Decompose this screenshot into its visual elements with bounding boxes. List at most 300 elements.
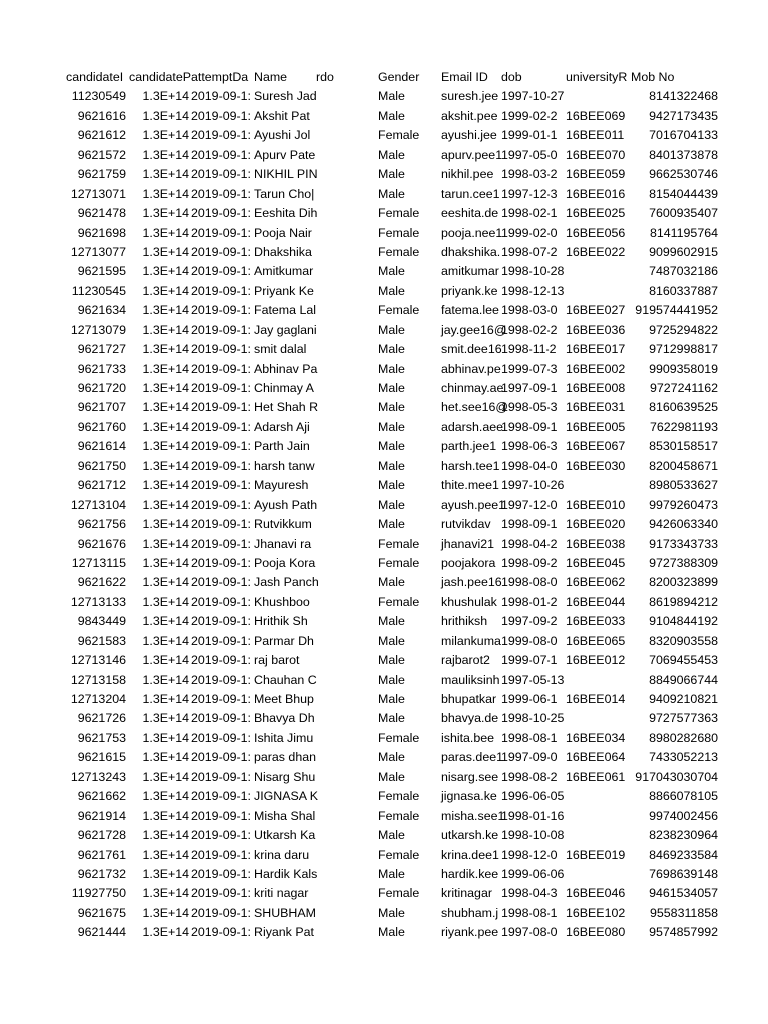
table-cell[interactable]: 8469233584 bbox=[649, 847, 718, 862]
table-cell[interactable]: 1.3E+14 bbox=[142, 886, 189, 901]
table-cell[interactable]: 9621726 bbox=[77, 711, 126, 726]
table-cell[interactable]: thite.mee1 bbox=[441, 478, 499, 493]
table-cell[interactable]: adarsh.aee bbox=[441, 419, 504, 434]
table-cell[interactable]: 1.3E+14 bbox=[142, 828, 189, 843]
table-cell[interactable]: paras.dee1 bbox=[441, 750, 504, 765]
table-cell[interactable]: 16BEE080 bbox=[566, 925, 626, 940]
table-cell[interactable]: 2019-09-1: bbox=[191, 692, 251, 706]
table-cell[interactable]: Male bbox=[378, 828, 405, 843]
table-cell[interactable]: krina daru bbox=[254, 847, 310, 862]
table-cell[interactable]: 9621444 bbox=[77, 925, 126, 940]
table-cell[interactable]: 9621478 bbox=[77, 206, 126, 221]
table-cell[interactable]: 1.3E+14 bbox=[142, 264, 189, 279]
table-cell[interactable]: 9621676 bbox=[77, 536, 126, 551]
table-cell[interactable]: 8160337887 bbox=[649, 283, 718, 298]
table-cell[interactable]: eeshita.de bbox=[441, 206, 499, 221]
table-cell[interactable]: 16BEE046 bbox=[566, 886, 626, 901]
header-cell[interactable]: attemptDa bbox=[191, 70, 249, 84]
table-cell[interactable]: 9621759 bbox=[77, 167, 126, 182]
table-cell[interactable]: 9621761 bbox=[77, 847, 126, 862]
table-cell[interactable]: 1.3E+14 bbox=[142, 536, 189, 551]
table-cell[interactable]: 1997-08-0 bbox=[501, 925, 558, 940]
table-cell[interactable]: 1.3E+14 bbox=[142, 633, 189, 648]
table-cell[interactable]: tarun.cee1 bbox=[441, 186, 500, 201]
table-cell[interactable]: Jay gaglani bbox=[254, 322, 317, 337]
table-cell[interactable]: Male bbox=[378, 167, 405, 182]
table-cell[interactable]: 2019-09-1: bbox=[191, 866, 251, 881]
table-cell[interactable]: 16BEE011 bbox=[566, 128, 625, 143]
table-cell[interactable]: Khushboo bbox=[254, 594, 310, 609]
table-cell[interactable]: Male bbox=[378, 458, 405, 473]
table-cell[interactable]: Male bbox=[378, 419, 405, 434]
table-cell[interactable]: 1.3E+14 bbox=[142, 322, 189, 337]
table-cell[interactable]: 9621634 bbox=[77, 303, 126, 318]
table-cell[interactable]: Male bbox=[378, 89, 405, 104]
table-cell[interactable]: Bhavya Dh bbox=[254, 711, 315, 726]
table-cell[interactable]: 8866078105 bbox=[649, 789, 718, 804]
table-cell[interactable]: 9621583 bbox=[77, 633, 126, 648]
table-cell[interactable]: 1.3E+14 bbox=[142, 497, 189, 512]
table-cell[interactable]: 8238230964 bbox=[649, 828, 718, 843]
table-cell[interactable]: Pooja Kora bbox=[254, 555, 316, 570]
table-cell[interactable]: 8619894212 bbox=[649, 594, 718, 609]
table-cell[interactable]: jhanavi21 bbox=[441, 536, 495, 551]
table-cell[interactable]: 9621720 bbox=[77, 381, 126, 395]
table-cell[interactable]: 2019-09-1: bbox=[191, 128, 251, 143]
table-cell[interactable]: Female bbox=[378, 128, 420, 143]
table-cell[interactable]: 16BEE005 bbox=[566, 419, 626, 434]
table-cell[interactable]: Male bbox=[378, 439, 405, 454]
table-cell[interactable]: 16BEE031 bbox=[566, 400, 626, 415]
table-cell[interactable]: 2019-09-1: bbox=[191, 575, 251, 590]
table-cell[interactable]: 9574857992 bbox=[649, 925, 718, 940]
table-cell[interactable]: Jhanavi ra bbox=[254, 536, 312, 551]
header-cell[interactable]: universityR bbox=[566, 70, 628, 84]
table-cell[interactable]: 2019-09-1: bbox=[191, 283, 251, 298]
table-cell[interactable]: 9621728 bbox=[77, 828, 126, 843]
table-cell[interactable]: 1997-10-26 bbox=[501, 478, 565, 493]
table-cell[interactable]: 1998-12-0 bbox=[501, 847, 558, 862]
table-cell[interactable]: Male bbox=[378, 517, 405, 532]
table-cell[interactable]: 16BEE008 bbox=[566, 381, 626, 395]
table-cell[interactable]: 9426063340 bbox=[649, 517, 718, 532]
table-cell[interactable]: 16BEE045 bbox=[566, 555, 626, 570]
table-cell[interactable]: Ishita Jimu bbox=[254, 730, 314, 745]
table-cell[interactable]: Female bbox=[378, 789, 420, 804]
table-cell[interactable]: raj barot bbox=[254, 653, 300, 668]
table-cell[interactable]: 12713204 bbox=[70, 692, 126, 706]
table-cell[interactable]: Parmar Dh bbox=[254, 633, 314, 648]
table-cell[interactable]: 1.3E+14 bbox=[142, 439, 189, 454]
table-cell[interactable]: 1996-06-05 bbox=[501, 789, 565, 804]
table-cell[interactable]: hardik.kee bbox=[441, 866, 499, 881]
table-cell[interactable]: 9621733 bbox=[77, 361, 126, 376]
table-cell[interactable]: 16BEE016 bbox=[566, 186, 626, 201]
table-cell[interactable]: 1.3E+14 bbox=[142, 400, 189, 415]
table-cell[interactable]: 1998-08-2 bbox=[501, 769, 558, 784]
table-cell[interactable]: 1998-02-2 bbox=[501, 322, 558, 337]
table-cell[interactable]: Adarsh Aji bbox=[254, 419, 310, 434]
table-cell[interactable]: 2019-09-1: bbox=[191, 108, 251, 123]
table-cell[interactable]: 1999-06-1 bbox=[501, 692, 558, 706]
table-cell[interactable]: Male bbox=[378, 381, 405, 395]
table-cell[interactable]: 16BEE061 bbox=[566, 769, 626, 784]
table-cell[interactable]: 2019-09-1: bbox=[191, 89, 251, 104]
table-cell[interactable]: paras dhan bbox=[254, 750, 317, 765]
table-cell[interactable]: 9621753 bbox=[77, 730, 126, 745]
table-cell[interactable]: 2019-09-1: bbox=[191, 167, 251, 182]
table-cell[interactable]: 8154044439 bbox=[649, 186, 718, 201]
table-cell[interactable]: rajbarot2 bbox=[441, 653, 490, 668]
table-cell[interactable]: 9727241162 bbox=[650, 381, 718, 395]
table-cell[interactable]: 16BEE036 bbox=[566, 322, 626, 337]
table-cell[interactable]: 12713104 bbox=[70, 497, 126, 512]
table-cell[interactable]: 16BEE070 bbox=[566, 147, 626, 162]
table-cell[interactable]: Meet Bhup bbox=[254, 692, 314, 706]
table-cell[interactable]: apurv.pee1 bbox=[441, 147, 503, 162]
table-cell[interactable]: Female bbox=[378, 303, 420, 318]
table-cell[interactable]: 2019-09-1: bbox=[191, 244, 251, 259]
table-cell[interactable]: 9621616 bbox=[77, 108, 126, 123]
header-cell[interactable]: Email ID bbox=[441, 70, 488, 84]
table-cell[interactable]: 1998-04-3 bbox=[501, 886, 558, 901]
table-cell[interactable]: 1997-09-2 bbox=[501, 614, 558, 629]
table-cell[interactable]: milankuma bbox=[441, 633, 501, 648]
table-cell[interactable]: 9621914 bbox=[77, 808, 126, 823]
table-cell[interactable]: 9725294822 bbox=[649, 322, 718, 337]
table-cell[interactable]: 12713077 bbox=[70, 244, 126, 259]
table-cell[interactable]: Het Shah R bbox=[254, 400, 319, 415]
table-cell[interactable]: 2019-09-1: bbox=[191, 925, 251, 940]
table-cell[interactable]: 12713115 bbox=[71, 555, 126, 570]
table-cell[interactable]: Utkarsh Ka bbox=[254, 828, 316, 843]
table-cell[interactable]: Female bbox=[378, 244, 420, 259]
table-cell[interactable]: jignasa.ke bbox=[441, 789, 497, 804]
table-cell[interactable]: 1.3E+14 bbox=[142, 147, 189, 162]
table-cell[interactable]: 1998-04-0 bbox=[501, 458, 558, 473]
header-cell[interactable]: candidateI bbox=[66, 70, 124, 84]
table-cell[interactable]: 9621698 bbox=[77, 225, 126, 240]
table-cell[interactable]: ishita.bee bbox=[441, 730, 495, 745]
table-cell[interactable]: amitkumar bbox=[441, 264, 499, 279]
table-cell[interactable]: 1998-09-1 bbox=[501, 419, 558, 434]
table-cell[interactable]: 1.3E+14 bbox=[142, 89, 189, 104]
table-cell[interactable]: Male bbox=[378, 147, 405, 162]
table-cell[interactable]: Ayush Path bbox=[254, 497, 318, 512]
table-cell[interactable]: 16BEE067 bbox=[566, 439, 626, 454]
table-cell[interactable]: 16BEE064 bbox=[566, 750, 626, 765]
table-cell[interactable]: nisarg.see bbox=[441, 769, 499, 784]
table-cell[interactable]: Female bbox=[378, 730, 420, 745]
table-cell[interactable]: Nisarg Shu bbox=[254, 769, 316, 784]
table-cell[interactable]: Female bbox=[378, 225, 420, 240]
table-cell[interactable]: rutvikdav bbox=[441, 517, 491, 532]
table-cell[interactable]: 2019-09-1: bbox=[191, 381, 251, 395]
table-cell[interactable]: bhupatkar bbox=[441, 692, 497, 706]
table-cell[interactable]: Male bbox=[378, 866, 405, 881]
table-cell[interactable]: 16BEE014 bbox=[566, 692, 626, 706]
table-cell[interactable]: jay.gee16@ bbox=[441, 322, 507, 337]
table-cell[interactable]: Male bbox=[378, 108, 405, 123]
table-cell[interactable]: krina.dee1 bbox=[441, 847, 499, 862]
table-cell[interactable]: ayush.pee1 bbox=[441, 497, 506, 512]
header-cell[interactable]: Gender bbox=[378, 70, 420, 84]
table-cell[interactable]: 1.3E+14 bbox=[142, 847, 189, 862]
table-cell[interactable]: 9621612 bbox=[77, 128, 126, 143]
table-cell[interactable]: 2019-09-1: bbox=[191, 711, 251, 726]
table-cell[interactable]: ayushi.jee bbox=[441, 128, 497, 143]
table-cell[interactable]: Male bbox=[378, 905, 405, 920]
table-cell[interactable]: 9621622 bbox=[77, 575, 126, 590]
header-cell[interactable]: candidateP bbox=[129, 70, 192, 84]
table-cell[interactable]: 9621675 bbox=[77, 905, 126, 920]
table-cell[interactable]: Apurv Pate bbox=[254, 147, 316, 162]
table-cell[interactable]: Female bbox=[378, 555, 420, 570]
table-cell[interactable]: 1997-12-3 bbox=[501, 186, 558, 201]
table-cell[interactable]: 12713243 bbox=[70, 769, 126, 784]
table-cell[interactable]: 1997-05-0 bbox=[501, 147, 558, 162]
table-cell[interactable]: riyank.pee bbox=[441, 925, 499, 940]
table-cell[interactable]: 9621595 bbox=[77, 264, 126, 279]
table-cell[interactable]: 1998-01-16 bbox=[501, 808, 565, 823]
table-cell[interactable]: 16BEE059 bbox=[566, 167, 626, 182]
table-cell[interactable]: 1.3E+14 bbox=[142, 361, 189, 376]
table-cell[interactable]: 2019-09-1: bbox=[191, 769, 251, 784]
table-cell[interactable]: Male bbox=[378, 400, 405, 415]
table-cell[interactable]: 1.3E+14 bbox=[142, 730, 189, 745]
table-cell[interactable]: 1.3E+14 bbox=[142, 458, 189, 473]
table-cell[interactable]: 8141195764 bbox=[650, 225, 718, 240]
table-cell[interactable]: 9621707 bbox=[77, 400, 126, 415]
table-cell[interactable]: Female bbox=[378, 206, 420, 221]
table-cell[interactable]: 2019-09-1: bbox=[191, 750, 251, 765]
table-cell[interactable]: Male bbox=[378, 672, 405, 687]
table-cell[interactable]: pooja.nee1 bbox=[441, 225, 503, 240]
table-cell[interactable]: Suresh Jad bbox=[254, 89, 317, 104]
table-cell[interactable]: Female bbox=[378, 594, 420, 609]
table-cell[interactable]: 1998-10-28 bbox=[501, 264, 565, 279]
table-cell[interactable]: 2019-09-1: bbox=[191, 847, 251, 862]
table-cell[interactable]: 2019-09-1: bbox=[191, 458, 251, 473]
table-cell[interactable]: 16BEE062 bbox=[566, 575, 626, 590]
table-cell[interactable]: Riyank Pat bbox=[254, 925, 314, 940]
table-cell[interactable]: 8530158517 bbox=[649, 439, 718, 454]
table-cell[interactable]: dhakshika. bbox=[441, 244, 501, 259]
table-cell[interactable]: 16BEE065 bbox=[566, 633, 626, 648]
table-cell[interactable]: 1.3E+14 bbox=[142, 478, 189, 493]
table-cell[interactable]: bhavya.de bbox=[441, 711, 499, 726]
table-cell[interactable]: Male bbox=[378, 575, 405, 590]
table-cell[interactable]: 1.3E+14 bbox=[142, 128, 189, 143]
table-cell[interactable]: Female bbox=[378, 886, 420, 901]
table-cell[interactable]: kriti nagar bbox=[254, 886, 309, 901]
table-cell[interactable]: 1998-09-2 bbox=[501, 555, 558, 570]
table-cell[interactable]: 7433052213 bbox=[649, 750, 718, 765]
table-cell[interactable]: Amitkumar bbox=[254, 264, 314, 279]
table-cell[interactable]: 8160639525 bbox=[649, 400, 718, 415]
table-cell[interactable]: 919574441952 bbox=[635, 303, 718, 318]
table-cell[interactable]: 1.3E+14 bbox=[142, 575, 189, 590]
table-cell[interactable]: 12713146 bbox=[70, 653, 126, 668]
table-cell[interactable]: 9621572 bbox=[77, 147, 126, 162]
table-cell[interactable]: nikhil.pee bbox=[441, 167, 494, 182]
table-cell[interactable]: 1997-12-0 bbox=[501, 497, 558, 512]
table-cell[interactable]: 9621750 bbox=[77, 458, 126, 473]
table-cell[interactable]: 1.3E+14 bbox=[142, 206, 189, 221]
table-cell[interactable]: 2019-09-1: bbox=[191, 594, 251, 609]
table-cell[interactable]: 2019-09-1: bbox=[191, 905, 251, 920]
table-cell[interactable]: 11927750 bbox=[71, 886, 126, 901]
table-cell[interactable]: 1.3E+14 bbox=[142, 225, 189, 240]
table-cell[interactable]: 12713071 bbox=[70, 186, 126, 201]
header-cell[interactable]: rdo bbox=[316, 70, 334, 84]
table-cell[interactable]: Male bbox=[378, 478, 405, 493]
header-cell[interactable]: Name bbox=[254, 70, 288, 84]
table-cell[interactable]: 16BEE069 bbox=[566, 108, 626, 123]
table-cell[interactable]: Female bbox=[378, 536, 420, 551]
table-cell[interactable]: 16BEE017 bbox=[566, 342, 626, 357]
table-cell[interactable]: 1999-06-06 bbox=[501, 866, 565, 881]
table-cell[interactable]: 1997-09-0 bbox=[501, 750, 558, 765]
table-cell[interactable]: 2019-09-1: bbox=[191, 419, 251, 434]
table-cell[interactable]: harsh tanw bbox=[254, 458, 315, 473]
table-cell[interactable]: 2019-09-1: bbox=[191, 439, 251, 454]
table-cell[interactable]: parth.jee1 bbox=[441, 439, 497, 454]
table-cell[interactable]: 9727577363 bbox=[649, 711, 718, 726]
table-cell[interactable]: 1998-03-2 bbox=[501, 167, 558, 182]
table-cell[interactable]: Abhinav Pa bbox=[254, 361, 318, 376]
table-cell[interactable]: 1997-05-13 bbox=[501, 672, 565, 687]
table-cell[interactable]: Male bbox=[378, 264, 405, 279]
table-cell[interactable]: Pooja Nair bbox=[254, 225, 312, 240]
table-cell[interactable]: Fatema Lal bbox=[254, 303, 316, 318]
table-cell[interactable]: 9558311858 bbox=[650, 905, 718, 920]
table-cell[interactable]: 1998-01-2 bbox=[501, 594, 558, 609]
table-cell[interactable]: 12713158 bbox=[70, 672, 126, 687]
table-cell[interactable]: Tarun Cho| bbox=[254, 186, 315, 201]
table-cell[interactable]: 8200323899 bbox=[649, 575, 718, 590]
table-cell[interactable]: akshit.pee bbox=[441, 108, 498, 123]
table-cell[interactable]: Male bbox=[378, 361, 405, 376]
table-cell[interactable]: 9727388309 bbox=[649, 555, 718, 570]
table-cell[interactable]: shubham.j bbox=[441, 905, 499, 920]
table-cell[interactable]: poojakora bbox=[441, 555, 496, 570]
table-cell[interactable]: 1.3E+14 bbox=[142, 925, 189, 940]
table-cell[interactable]: Priyank Ke bbox=[254, 283, 314, 298]
table-cell[interactable]: 8980533627 bbox=[649, 478, 718, 493]
table-cell[interactable]: abhinav.pe bbox=[441, 361, 501, 376]
table-cell[interactable]: 1.3E+14 bbox=[142, 244, 189, 259]
table-cell[interactable]: 16BEE033 bbox=[566, 614, 626, 629]
table-cell[interactable]: 16BEE025 bbox=[566, 206, 626, 221]
table-cell[interactable]: 2019-09-1: bbox=[191, 614, 251, 629]
table-cell[interactable]: 1.3E+14 bbox=[142, 342, 189, 357]
table-cell[interactable]: 9909358019 bbox=[649, 361, 718, 376]
table-cell[interactable]: 7698639148 bbox=[649, 866, 718, 881]
table-cell[interactable]: 9621756 bbox=[77, 517, 126, 532]
table-cell[interactable]: 9621712 bbox=[77, 478, 126, 493]
table-cell[interactable]: 9621662 bbox=[77, 789, 126, 804]
table-cell[interactable]: 2019-09-1: bbox=[191, 264, 251, 279]
table-cell[interactable]: 1.3E+14 bbox=[142, 381, 189, 395]
table-cell[interactable]: 16BEE027 bbox=[566, 303, 626, 318]
table-cell[interactable]: Hrithik Sh bbox=[254, 614, 308, 629]
table-cell[interactable]: smit.dee16 bbox=[441, 342, 502, 357]
table-cell[interactable]: Male bbox=[378, 342, 405, 357]
table-cell[interactable]: 1998-10-25 bbox=[501, 711, 565, 726]
table-cell[interactable]: Mayuresh bbox=[254, 478, 309, 493]
table-cell[interactable]: 1.3E+14 bbox=[142, 789, 189, 804]
header-cell[interactable]: dob bbox=[501, 70, 522, 84]
table-cell[interactable]: 1999-07-3 bbox=[501, 361, 558, 376]
table-cell[interactable]: 2019-09-1: bbox=[191, 497, 251, 512]
table-cell[interactable]: 1999-08-0 bbox=[501, 633, 558, 648]
table-cell[interactable]: 1.3E+14 bbox=[142, 711, 189, 726]
table-cell[interactable]: Misha Shal bbox=[254, 808, 316, 823]
table-cell[interactable]: harsh.tee1 bbox=[441, 458, 500, 473]
table-cell[interactable]: jash.pee16 bbox=[441, 575, 502, 590]
table-cell[interactable]: 1.3E+14 bbox=[142, 653, 189, 668]
table-cell[interactable]: 16BEE102 bbox=[566, 905, 626, 920]
table-cell[interactable]: 2019-09-1: bbox=[191, 828, 251, 843]
table-cell[interactable]: 1.3E+14 bbox=[142, 614, 189, 629]
table-cell[interactable]: kritinagar bbox=[441, 886, 492, 901]
table-cell[interactable]: 1998-04-2 bbox=[501, 536, 558, 551]
table-cell[interactable]: 1.3E+14 bbox=[142, 672, 189, 687]
table-cell[interactable]: Male bbox=[378, 186, 405, 201]
table-cell[interactable]: fatema.lee bbox=[441, 303, 499, 318]
table-cell[interactable]: 1999-01-1 bbox=[501, 128, 558, 143]
table-cell[interactable]: 1.3E+14 bbox=[142, 769, 189, 784]
table-cell[interactable]: 9843449 bbox=[77, 614, 126, 629]
table-cell[interactable]: suresh.jee bbox=[441, 89, 499, 104]
table-cell[interactable]: 1998-06-3 bbox=[501, 439, 558, 454]
table-cell[interactable]: 1999-07-1 bbox=[501, 653, 558, 668]
table-cell[interactable]: 2019-09-1: bbox=[191, 322, 251, 337]
table-cell[interactable]: Male bbox=[378, 497, 405, 512]
table-cell[interactable]: 917043030704 bbox=[635, 769, 718, 784]
table-cell[interactable]: 16BEE044 bbox=[566, 594, 626, 609]
table-cell[interactable]: 16BEE034 bbox=[566, 730, 626, 745]
table-cell[interactable]: Akshit Pat bbox=[254, 108, 310, 123]
table-cell[interactable]: priyank.ke bbox=[441, 283, 498, 298]
table-cell[interactable]: 9621615 bbox=[77, 750, 126, 765]
table-cell[interactable]: 2019-09-1: bbox=[191, 400, 251, 415]
table-cell[interactable]: hrithiksh bbox=[441, 614, 488, 629]
table-cell[interactable]: 1.3E+14 bbox=[142, 750, 189, 765]
table-cell[interactable]: 2019-09-1: bbox=[191, 342, 251, 357]
table-cell[interactable]: 1997-09-1 bbox=[501, 381, 558, 395]
table-cell[interactable]: 1.3E+14 bbox=[142, 594, 189, 609]
table-cell[interactable]: 1998-08-1 bbox=[501, 905, 558, 920]
table-cell[interactable]: 16BEE010 bbox=[566, 497, 626, 512]
table-cell[interactable]: Male bbox=[378, 653, 405, 668]
table-cell[interactable]: 1.3E+14 bbox=[142, 303, 189, 318]
table-cell[interactable]: 1.3E+14 bbox=[142, 167, 189, 182]
table-cell[interactable]: 8200458671 bbox=[649, 458, 718, 473]
table-cell[interactable]: 2019-09-1: bbox=[191, 206, 251, 221]
table-cell[interactable]: 2019-09-1: bbox=[191, 361, 251, 376]
table-cell[interactable]: Male bbox=[378, 633, 405, 648]
table-cell[interactable]: Parth Jain bbox=[254, 439, 310, 454]
table-cell[interactable]: 1998-08-1 bbox=[501, 730, 558, 745]
table-cell[interactable]: Male bbox=[378, 283, 405, 298]
table-cell[interactable]: 12713133 bbox=[70, 594, 126, 609]
table-cell[interactable]: 16BEE012 bbox=[566, 653, 626, 668]
table-cell[interactable]: 2019-09-1: bbox=[191, 225, 251, 240]
table-cell[interactable]: 9621614 bbox=[77, 439, 126, 454]
table-cell[interactable]: 9662530746 bbox=[649, 167, 718, 182]
